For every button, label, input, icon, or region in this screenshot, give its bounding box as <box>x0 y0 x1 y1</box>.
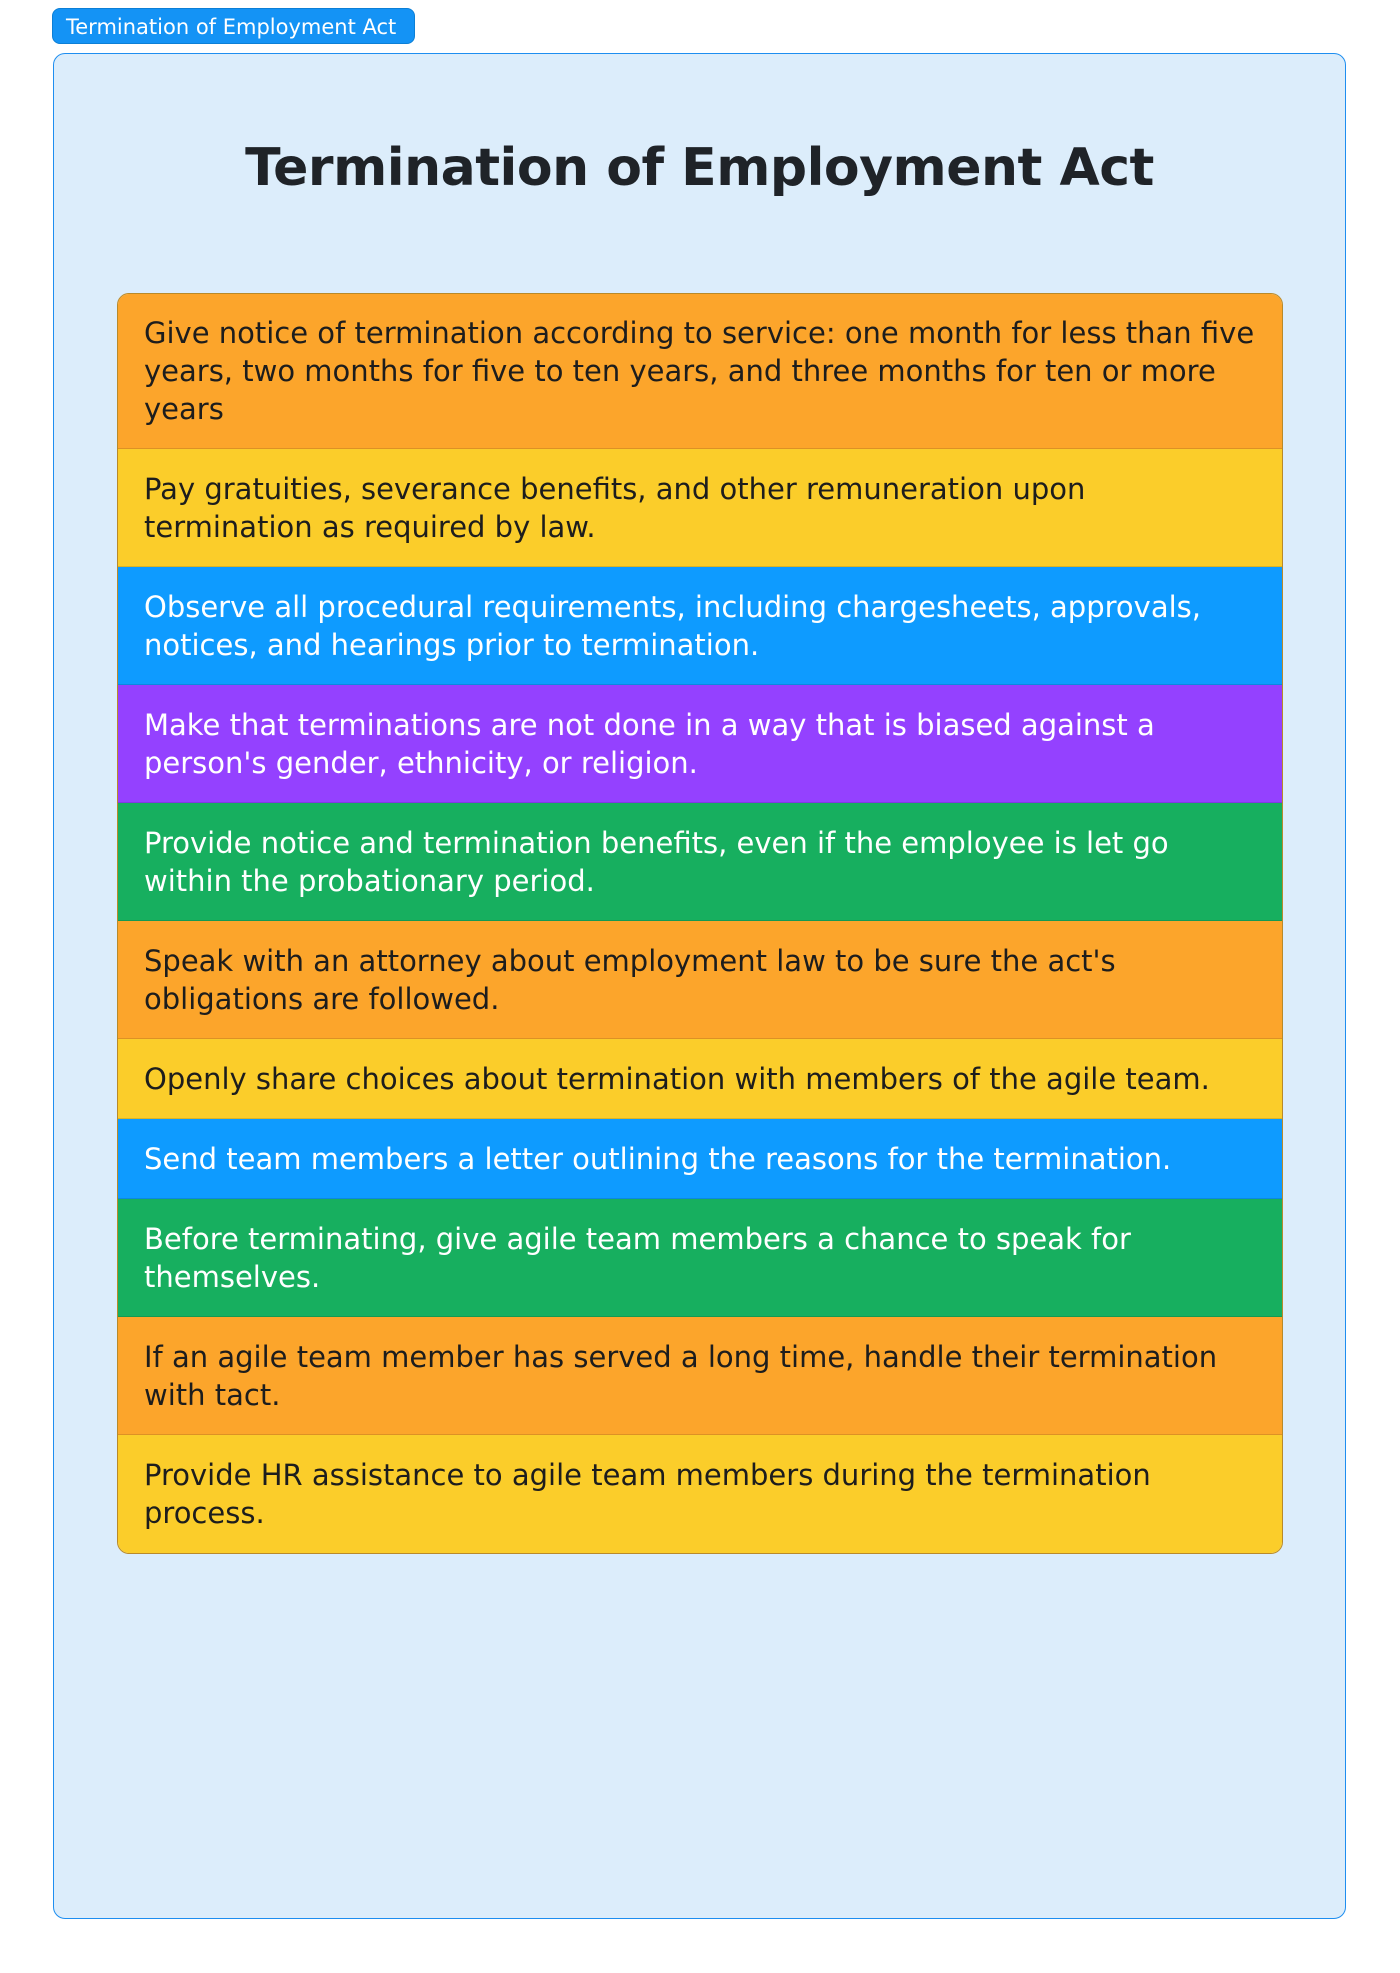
list-item-chance-to-speak: Before terminating, give agile team members a chance to speak for themselves. <box>118 1199 1282 1317</box>
list-item-share-choices: Openly share choices about termination with members of the agile team. <box>118 1039 1282 1119</box>
list-item-hr-assistance: Provide HR assistance to agile team members during the termination process. <box>118 1435 1282 1553</box>
diagram-tab-label: Termination of Employment Act <box>52 8 415 44</box>
list-item-procedural-requirements: Observe all procedural requirements, including chargesheets, approvals, notices, and hearings prior to termination. <box>118 567 1282 685</box>
content-card <box>53 53 1346 1919</box>
list-item-notice-period: Give notice of termination according to service: one month for less than five years, two months for five to ten years, and three months for ten or more years <box>118 294 1282 449</box>
list-item-consult-attorney: Speak with an attorney about employment law to be sure the act's obligations are followed. <box>118 921 1282 1039</box>
list-item-long-service-tact: If an agile team member has served a long time, handle their termination with tact. <box>118 1317 1282 1435</box>
list-item-send-letter: Send team members a letter outlining the reasons for the termination. <box>118 1119 1282 1199</box>
requirements-list <box>117 293 1283 1554</box>
list-item-non-discrimination: Make that terminations are not done in a way that is biased against a person's gender, ethnicity, or religion. <box>118 685 1282 803</box>
list-item-gratuities: Pay gratuities, severance benefits, and other remuneration upon termination as required by law. <box>118 449 1282 567</box>
page-title: Termination of Employment Act <box>245 138 1154 198</box>
list-item-probationary-benefits: Provide notice and termination benefits, even if the employee is let go within the probationary period. <box>118 803 1282 921</box>
